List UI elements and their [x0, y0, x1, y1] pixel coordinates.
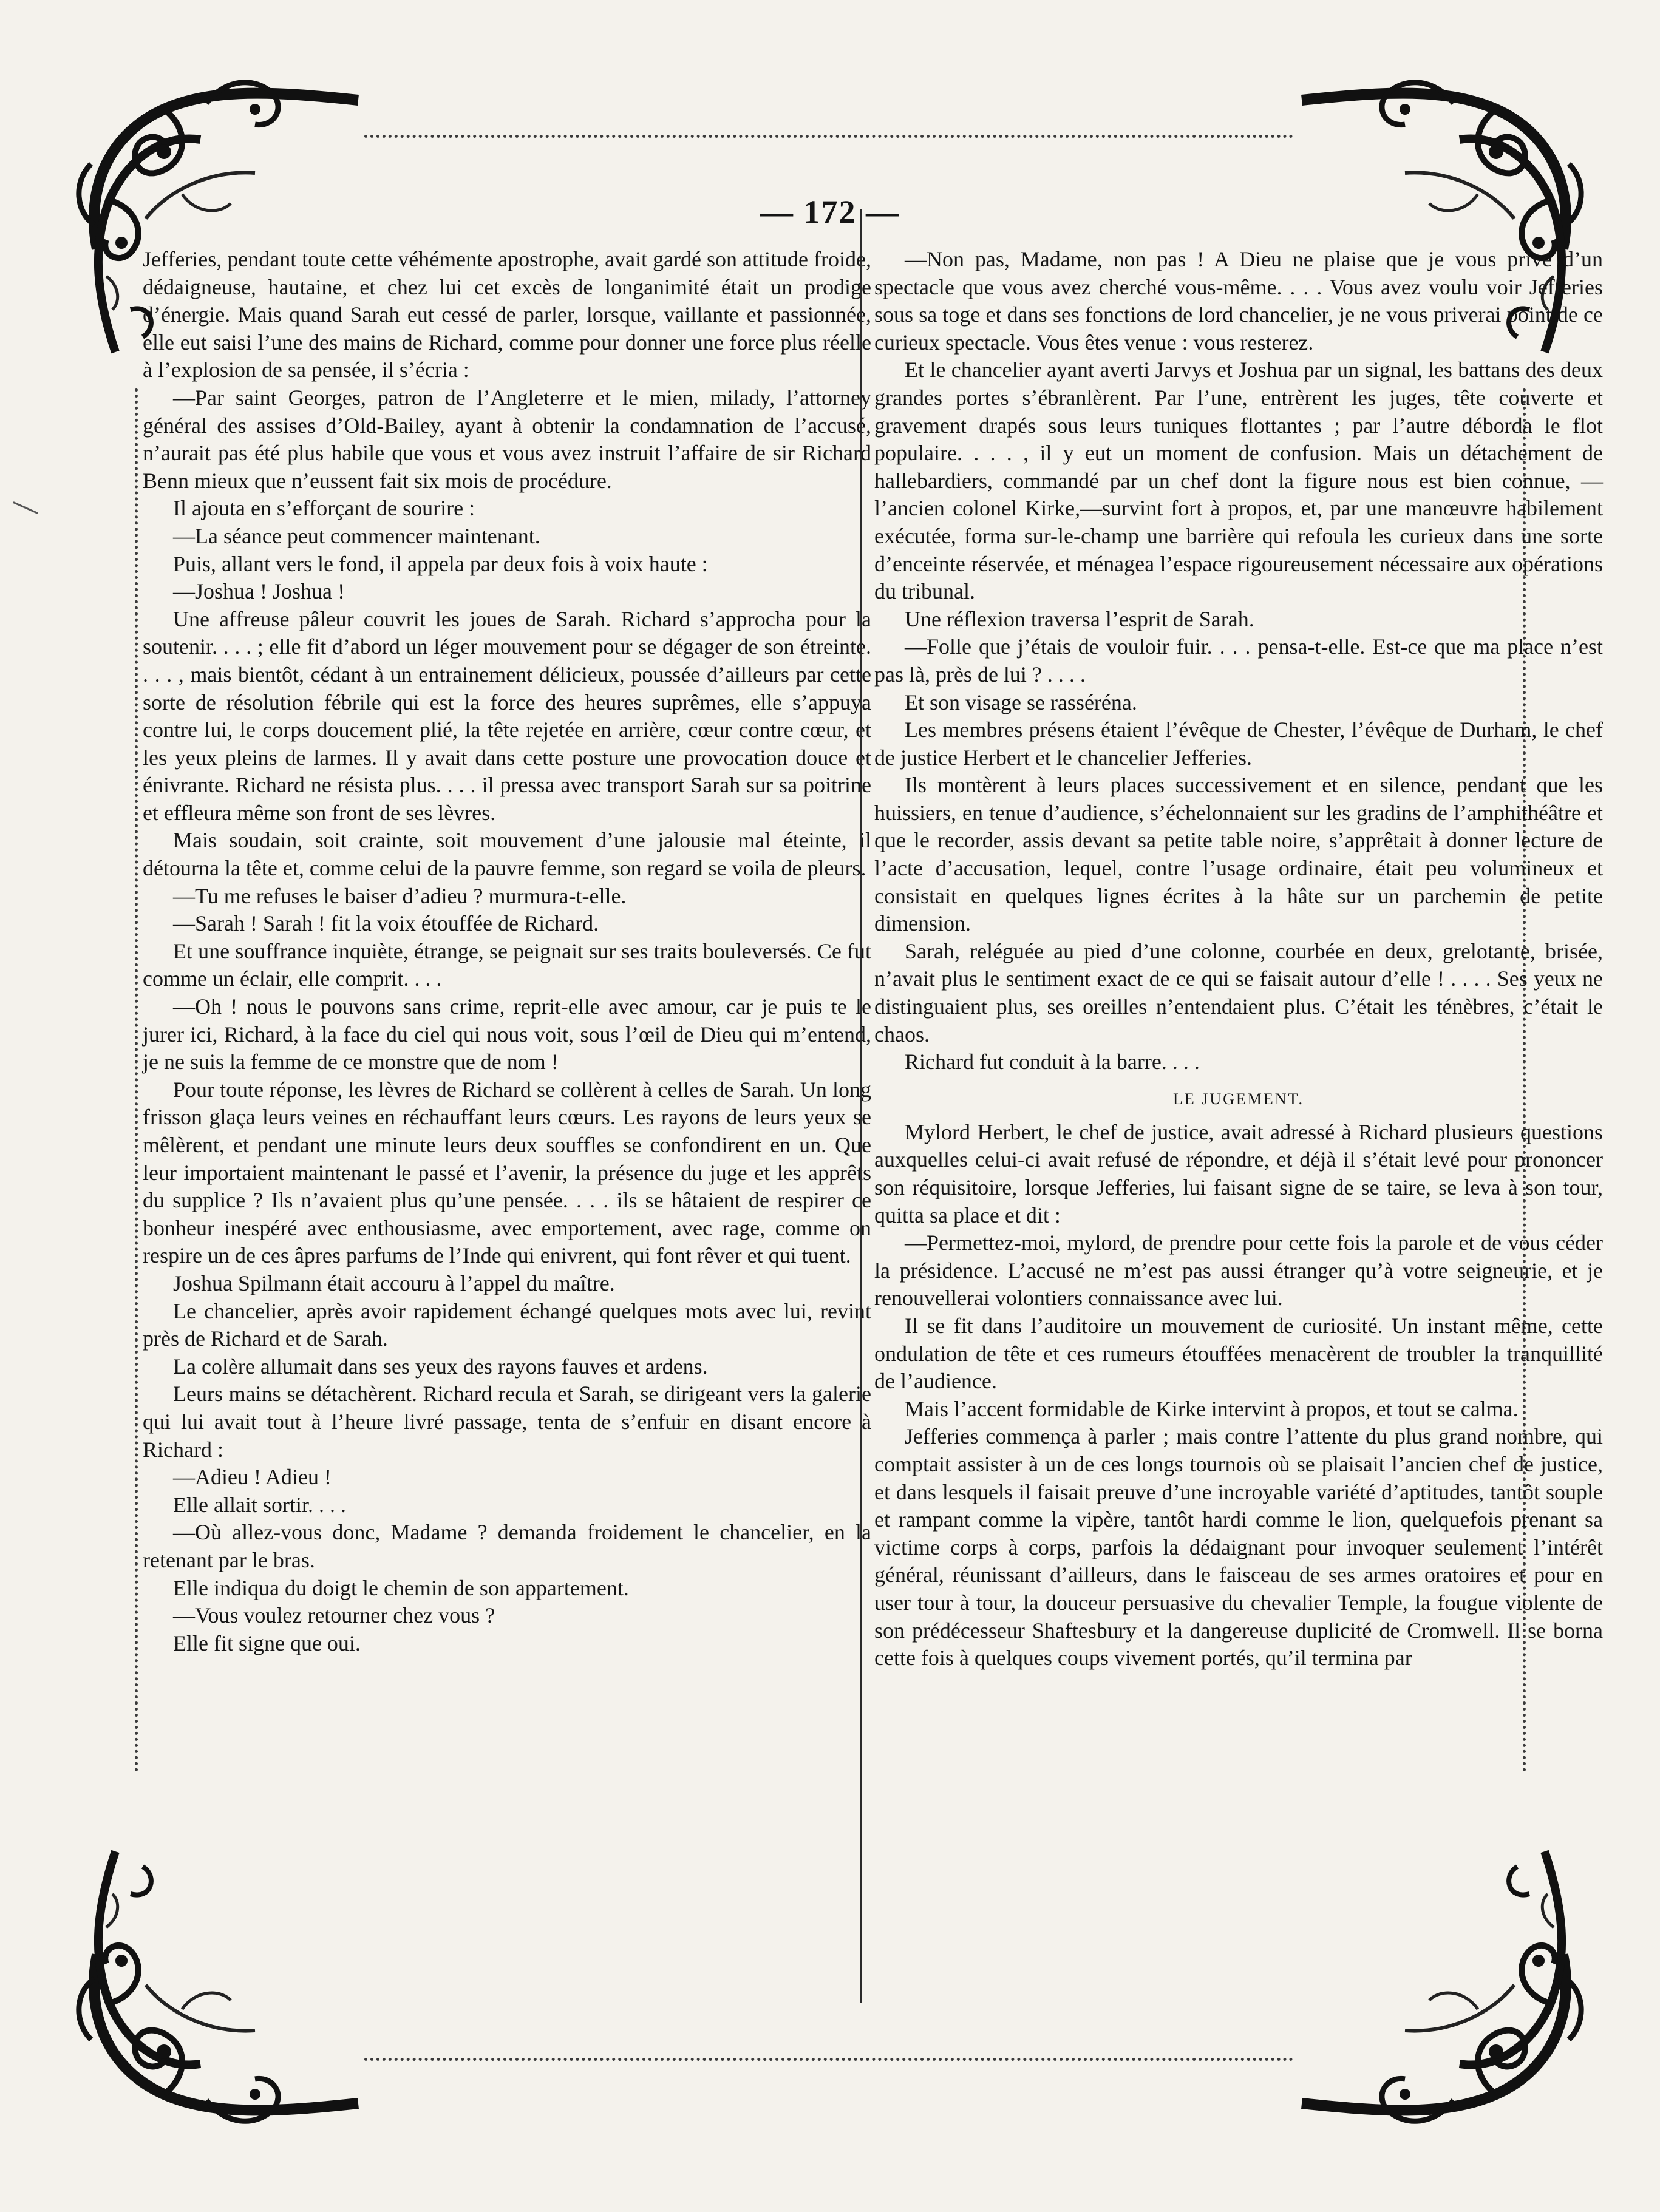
section-title: LE JUGEMENT.	[1172, 1090, 1305, 1108]
paragraph: Et son visage se rasséréna.	[905, 690, 1137, 714]
paragraph: Mais soudain, soit crainte, soit mouvement d’une jalousie mal éteinte, il détourna la tête et, comme celui de la pauvre femme, son regard se voila de pleurs.	[143, 828, 871, 881]
paragraph: Ils montèrent à leurs places successivement et en silence, pendant que les huissiers, en tenue d’audience, s’échelonnaient sur les gradins de l’amphithéâtre et que le recorder, assis devant sa petite table noire, s’apprêtait à donner lecture de l’acte d’accusation, lequel, contre l’usage ordinaire, était peu volumineux et consistait en quelques lignes écrites à la hâte sur un parchemin de petite dimension.	[874, 773, 1603, 936]
left-border-rule	[135, 388, 138, 1773]
paragraph: Joshua Spilmann était accouru à l’appel du maître.	[173, 1271, 615, 1295]
column-divider	[860, 209, 862, 2003]
bottom-left-ornament-icon	[73, 1821, 389, 2137]
paragraph: —Adieu ! Adieu !	[173, 1465, 332, 1490]
top-border-rule	[364, 135, 1293, 138]
paragraph: —Tu me refuses le baiser d’adieu ? murmura-t-elle.	[173, 883, 627, 908]
paragraph: Jefferies commença à parler ; mais contre l’attente du plus grand nombre, qui comptait assister à un de ces longs tournois où se plaisait l’ancien chef de justice, et dans lesquels il faisait preuve d’une incroyable variété d’aptitudes, tantôt souple et rampant comme la vipère, tantôt hardi comme le lion, quelquefois prenant sa victime corps à corps, parfois la dédaignant pour invoquer seulement l’intérêt général, réunissant d’ailleurs, dans le faisceau de ses armes oratoires et pour en user tour à tour, la douceur persuasive du chevalier Temple, la fougue violente de son prédécesseur Shaftesbury et la dangereuse duplicité de Cromwell. Il se borna cette fois à quelques coups vivement portés, qu’il termina par	[874, 1424, 1603, 1671]
bottom-border-rule	[364, 2058, 1293, 2061]
paragraph: —Permettez-moi, mylord, de prendre pour cette fois la parole et de vous céder la présidence. L’accusé ne m’est pas aussi étranger qu’à votre seigneurie, et je renouvellerai volontiers connaissance avec lui.	[874, 1230, 1603, 1311]
paragraph: —Folle que j’étais de vouloir fuir. . . . pensa-t-elle. Est-ce que ma place n’est pas là, près de lui ? . . . .	[874, 634, 1603, 687]
paragraph: Sarah, reléguée au pied d’une colonne, courbée en deux, grelotante, brisée, n’avait plus le sentiment exact de ce qui se faisait autour d’elle ! . . . . Ses yeux ne distinguaient plus, ses oreilles n’entendaient plus. C’était les ténèbres, c’était le chaos.	[874, 938, 1603, 1047]
paragraph: Richard fut conduit à la barre. . . .	[905, 1050, 1200, 1074]
paragraph: Puis, allant vers le fond, il appela par deux fois à voix haute :	[173, 551, 708, 576]
right-column-bottom-text	[874, 1119, 1603, 1672]
paragraph: Une réflexion traversa l’esprit de Sarah.	[905, 606, 1254, 631]
paragraph: Mais l’accent formidable de Kirke intervint à propos, et tout se calma.	[905, 1396, 1519, 1421]
paragraph: —La séance peut commencer maintenant.	[173, 523, 540, 548]
paragraph: —Joshua ! Joshua !	[173, 579, 345, 604]
paragraph: La colère allumait dans ses yeux des rayons fauves et ardens.	[173, 1354, 708, 1379]
right-column-top-text	[874, 246, 1603, 1076]
paragraph: Pour toute réponse, les lèvres de Richard se collèrent à celles de Sarah. Un long frisson glaça leurs veines en réchauffant leurs cœurs. Les rayons de leurs yeux se mêlèrent, et pendant une minute leurs deux souffles se confondirent en un. Que leur importaient maintenant le passé et l’avenir, la présence du juge et les apprêts du supplice ? Ils n’avaient plus qu’une pensée. . . . ils se hâtaient de respirer ce bonheur inespéré avec enthousiasme, avec emportement, avec rage, comme on respire un de ces âpres parfums de l’Inde qui enivrent, qui font rêver et qui tuent.	[143, 1077, 871, 1268]
paragraph: Les membres présens étaient l’évêque de Chester, l’évêque de Durham, le chef de justice Herbert et le chancelier Jefferies.	[874, 718, 1603, 770]
paragraph: —Vous voulez retourner chez vous ?	[173, 1603, 495, 1628]
paragraph: —Où allez-vous donc, Madame ? demanda froidement le chancelier, en la retenant par le bras.	[143, 1520, 871, 1572]
paragraph: Le chancelier, après avoir rapidement échangé quelques mots avec lui, revint près de Richard et de Sarah.	[143, 1298, 871, 1351]
paragraph: —Sarah ! Sarah ! fit la voix étouffée de Richard.	[173, 911, 599, 936]
bottom-right-ornament-icon	[1271, 1821, 1587, 2137]
paragraph: Il ajouta en s’efforçant de sourire :	[173, 496, 475, 521]
paragraph: —Non pas, Madame, non pas ! A Dieu ne plaise que je vous prive d’un spectacle que vous avez cherché vous-même. . . . Vous avez voulu voir Jefferies sous sa toge et dans ses fonctions de lord chancelier, je ne vous priverai point de ce curieux spectacle. Vous êtes venue : vous resterez.	[874, 247, 1603, 355]
margin-mark	[13, 501, 38, 514]
paragraph: Elle indiqua du doigt le chemin de son appartement.	[173, 1575, 629, 1600]
paragraph: Il se fit dans l’auditoire un mouvement de curiosité. Un instant même, cette ondulation de tête et ces rumeurs étouffées menacèrent de troubler la tranquillité de l’audience.	[874, 1313, 1603, 1394]
left-text-column	[143, 246, 871, 1657]
paragraph: Et une souffrance inquiète, étrange, se peignait sur ses traits bouleversés. Ce fut comme un éclair, elle comprit. . . .	[143, 938, 871, 991]
right-text-column	[874, 246, 1603, 1672]
paragraph: Elle allait sortir. . . .	[173, 1492, 346, 1517]
paragraph: Une affreuse pâleur couvrit les joues de Sarah. Richard s’approcha pour la soutenir. . . . ; elle fit d’abord un léger mouvement pour se dégager de son étreinte. . . . , mais bientôt, cédant à un entrainement délicieux, poussée d’ailleurs par cette sorte de résolution fébrile qui est la force des heures suprêmes, elle s’appuya contre lui, le corps doucement plié, la tête rejetée en arrière, cœur contre cœur, et les yeux pleins de larmes. Il y avait dans cette posture une provocation douce et énivrante. Richard ne résista plus. . . . il pressa avec transport Sarah sur sa poitrine et effleura même son front de ses lèvres.	[143, 606, 871, 825]
paragraph: —Par saint Georges, patron de l’Angleterre et le mien, milady, l’attorney général des assises d’Old-Bailey, ayant à obtenir la condamnation de l’accusé, n’aurait pas été plus habile que vous et vous avez instruit l’affaire de sir Richard Benn mieux que n’eussent fait six mois de procédure.	[143, 385, 871, 493]
paragraph: Elle fit signe que oui.	[173, 1630, 361, 1655]
paragraph: Mylord Herbert, le chef de justice, avait adressé à Richard plusieurs questions auxquelles celui-ci avait refusé de répondre, et déjà il s’était levé pour prononcer son réquisitoire, lorsque Jefferies, lui faisant signe de se taire, se leva à son tour, quitta sa place et dit :	[874, 1119, 1603, 1227]
paragraph: Et le chancelier ayant averti Jarvys et Joshua par un signal, les battans des deux grandes portes s’ébranlèrent. Par l’une, entrèrent les juges, tête couverte et gravement drapés sous leurs tuniques flottantes ; par l’autre déborda le flot populaire. . . . , il y eut un moment de confusion. Mais un détachement de hallebardiers, commandé par un chef dont la figure nous est bien connue, —l’ancien colonel Kirke,—survint fort à propos, et, par une manœuvre habilement exécutée, forma sur-le-champ une barrière qui refoula les curieux dans une sorte d’enceinte réservée, et ménagea l’espace rigoureusement nécessaire aux opérations du tribunal.	[874, 358, 1603, 604]
paragraph: —Oh ! nous le pouvons sans crime, reprit-elle avec amour, car je puis te le jurer ici, Richard, à la face du ciel qui nous voit, sous l’œil de Dieu qui m’entend, je ne suis la femme de ce monstre que de nom !	[143, 994, 871, 1074]
page-number: — 172 —	[760, 194, 900, 230]
paragraph: Jefferies, pendant toute cette véhémente apostrophe, avait gardé son attitude froide, dédaigneuse, hautaine, et chez lui cet excès de longanimité était un prodige d’énergie. Mais quand Sarah eut cessé de parler, lorsque, vaillante et passionnée, elle eut saisi l’une des mains de Richard, comme pour donner une force plus réelle à l’explosion de sa pensée, il s’écria :	[143, 247, 871, 382]
paragraph: Leurs mains se détachèrent. Richard recula et Sarah, se dirigeant vers la galerie qui lui avait tout à l’heure livré passage, tenta de s’enfuir en disant encore à Richard :	[143, 1382, 871, 1462]
